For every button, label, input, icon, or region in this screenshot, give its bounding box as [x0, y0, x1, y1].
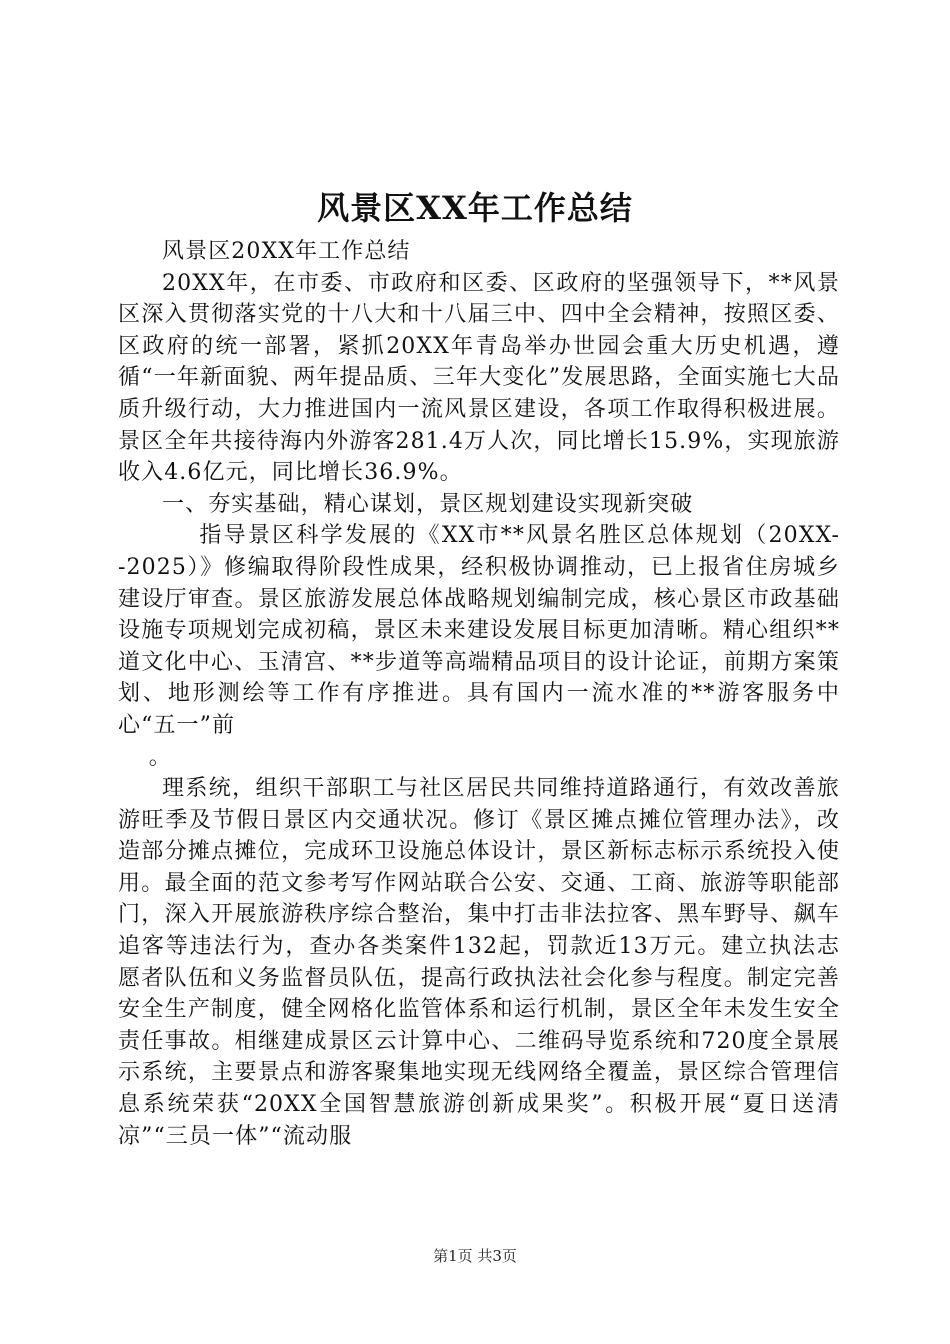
document-title: 风景区XX年工作总结 — [317, 189, 633, 227]
section-heading-1: 一、夯实基础，精心谋划，景区规划建设实现新突破 — [162, 491, 694, 517]
management-paragraph: 理系统，组织干部职工与社区居民共同维持道路通行，有效改善旅游旺季及节假日景区内交通状况。修订《景区摊点摊位管理办法》，改造部分摊点摊位，完成环卫设施总体设计，景区新标志标示系统投入使用。最全面的范文参考写作网站联合公安、交通、工商、旅游等职能部门，深入开展旅游秩序综合整治，集中打击非法拉客、黑车野导、飙车追客等违法行为，查办各类案件132起，罚款近13万元。建立执法志愿者队伍和义务监督员队伍，提高行政执法社会化参与程度。制定完善安全生产制度，健全网格化监管体系和运行机制，景区全年未发生安全责任事故。相继建成景区云计算中心、二维码导览系统和720度全景展示系统，主要景点和游客聚集地实现无线网络全覆盖，景区综合管理信息系统荣获“20XX全国智慧旅游创新成果奖”。积极开展“夏日送清凉”“三员一体”“流动服 — [118, 776, 840, 1149]
fragment-paragraph: 。 — [148, 744, 172, 770]
section-1-paragraph: 指导景区科学发展的《XX市**风景名胜区总体规划（20XX--2025）》修编取得阶段性成果，经积极协调推动，已上报省住房城乡建设厅审查。景区旅游发展总体战略规划编制完成，核心景区市政基础设施专项规划完成初稿，景区未来建设发展目标更加清晰。精心组织**道文化中心、玉清宫、**步道等高端精品项目的设计论证，前期方案策划、地形测绘等工作有序推进。具有国内一流水准的**游客服务中心“五一”前 — [118, 523, 840, 738]
document-body — [118, 236, 840, 1152]
intro-paragraph: 20XX年，在市委、市政府和区委、区政府的坚强领导下，**风景区深入贯彻落实党的十八大和十八届三中、四中全会精神，按照区委、区政府的统一部署，紧抓20XX年青岛举办世园会重大历史机遇，遵循“一年新面貌、两年提品质、三年大变化”发展思路，全面实施七大品质升级行动，大力推进国内一流风景区建设，各项工作取得积极进展。景区全年共接待海内外游客281.4万人次，同比增长15.9%，实现旅游收入4.6亿元，同比增长36.9%。 — [118, 270, 840, 486]
subtitle-paragraph: 风景区20XX年工作总结 — [162, 239, 411, 264]
page-footer: 第1页 共3页 — [433, 1247, 517, 1265]
